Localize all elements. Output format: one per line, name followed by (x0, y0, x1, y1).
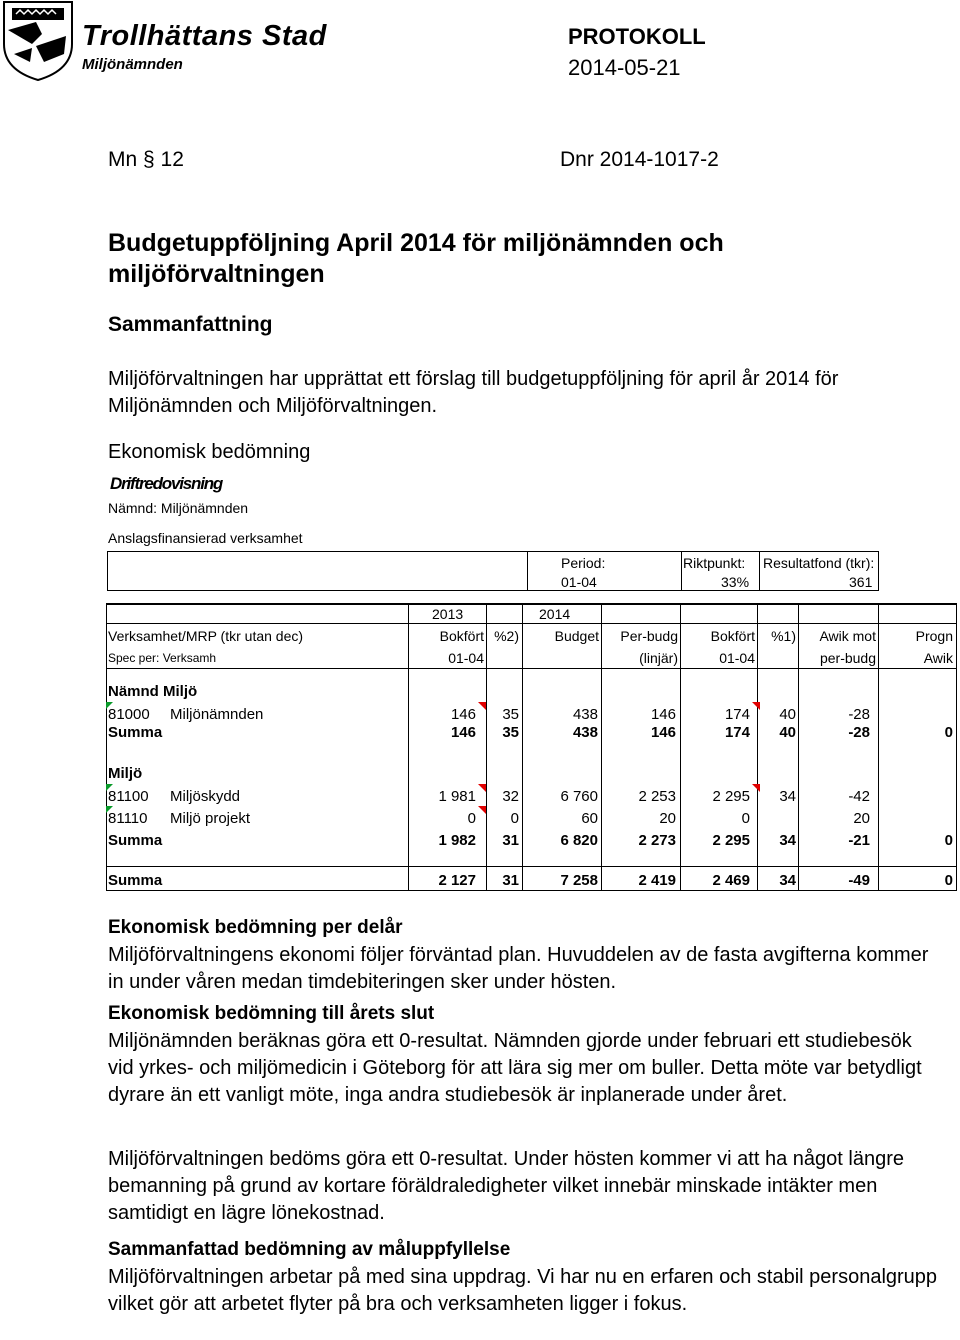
org-subtitle: Miljönämnden (82, 56, 183, 73)
riktpunkt-label: Riktpunkt: (683, 555, 746, 571)
row-value: 2 469 (712, 872, 750, 889)
row-value: 438 (572, 724, 598, 741)
group-heading: Nämnd Miljö (108, 683, 198, 700)
summary-heading: Sammanfattning (108, 313, 273, 336)
page-title: Budgetuppföljning April 2014 för miljönämnden och miljöförvaltningen (108, 229, 724, 288)
row-value: 174 (724, 724, 750, 741)
funding-label: Anslagsfinansierad verksamhet (108, 530, 303, 546)
row-value: 60 (581, 810, 598, 827)
row-value: -21 (848, 832, 870, 849)
row-value: -49 (848, 872, 870, 889)
row-value: 1 982 (438, 832, 476, 849)
table-rule (956, 603, 957, 890)
row-value: 31 (502, 872, 519, 889)
section-heading: Ekonomisk bedömning per delår (108, 917, 403, 938)
year-2014: 2014 (539, 606, 571, 622)
comment-marker-icon (752, 784, 760, 792)
row-value: 40 (779, 706, 796, 723)
row-code: 81110 (108, 810, 148, 827)
table-rule (106, 603, 107, 890)
error-marker-icon (106, 784, 113, 791)
diary-number: Dnr 2014-1017-2 (560, 148, 719, 171)
row-value: 34 (779, 788, 796, 805)
table-rule (106, 604, 957, 605)
error-marker-icon (106, 702, 113, 709)
section-paragraph: Miljöförvaltningen arbetar på med sina uppdrag. Vi har nu en erfaren och stabil personalgrupp vilket gör att arbetet flyter på bra och verksamheten ligger i fokus. (108, 1266, 938, 1315)
comment-marker-icon (478, 702, 486, 710)
row-value: 174 (724, 706, 750, 723)
row-value: 6 820 (560, 832, 598, 849)
row-value: 0 (510, 810, 519, 827)
row-value: 32 (502, 788, 519, 805)
table-rule (486, 603, 487, 890)
row-value: 2 127 (438, 872, 476, 889)
row-value: 0 (944, 832, 953, 849)
column-header: Bokfört (439, 628, 484, 644)
period-label: Period: (561, 555, 606, 571)
row-value: 7 258 (560, 872, 598, 889)
column-header: %1) (771, 628, 796, 644)
table-rule (106, 890, 957, 891)
row-value: 1 981 (438, 788, 476, 805)
resultatfond-value: 361 (849, 574, 873, 590)
table-rule (522, 603, 523, 890)
row-value: 0 (467, 810, 476, 827)
row-label: Summa (108, 832, 163, 849)
table-rule (878, 603, 879, 890)
comment-marker-icon (752, 702, 760, 710)
row-value: 2 253 (638, 788, 676, 805)
row-value: -42 (848, 788, 870, 805)
column-subheader: 01-04 (448, 650, 484, 666)
section-heading: Ekonomisk bedömning till årets slut (108, 1003, 435, 1024)
row-value: -28 (848, 724, 870, 741)
row-value: 146 (650, 724, 676, 741)
row-value: 34 (779, 832, 796, 849)
row-label: Miljö projekt (170, 810, 251, 827)
column-subheader: (linjär) (639, 650, 678, 666)
table-rule (106, 668, 957, 669)
column-header: %2) (494, 628, 519, 644)
row-value: 20 (659, 810, 676, 827)
section-paragraph: Miljönämnden beräknas göra ett 0-resultat. Nämnden gjorde under februari ett studiebesök vid yrkes- och miljömedicin i Göteborg för att lära sig mer om buller. Detta möte var betydligt dyrare än ett vanligt möte, inga andra studiebesök är inplanerade under året. (108, 1030, 922, 1106)
comment-marker-icon (478, 784, 486, 792)
summary-text: Miljöförvaltningen har upprättat ett förslag till budgetuppföljning för april år 2014 för Miljönämnden och Miljöförvaltningen. (108, 368, 839, 417)
error-marker-icon (106, 806, 113, 813)
resultatfond-label: Resultatfond (tkr): (763, 555, 875, 571)
economy-heading: Ekonomisk bedömning (108, 441, 311, 463)
row-value: 438 (572, 706, 598, 723)
row-code: 81000 (108, 706, 150, 723)
row-value: 34 (779, 872, 796, 889)
section-heading: Sammanfattad bedömning av måluppfyllelse (108, 1239, 511, 1260)
column-header: Verksamhet/MRP (tkr utan dec) (108, 628, 304, 644)
row-value: 31 (502, 832, 519, 849)
table-rule (798, 603, 799, 890)
row-value: 35 (502, 706, 519, 723)
row-label: Summa (108, 872, 163, 889)
column-subheader: Spec per: Verksamh (108, 651, 217, 665)
column-subheader: Awik (923, 650, 953, 666)
row-label: Miljöskydd (170, 788, 241, 805)
column-header: Bokfört (710, 628, 755, 644)
org-name: Trollhättans Stad (82, 20, 327, 52)
row-value: 2 273 (638, 832, 676, 849)
column-subheader: per-budg (819, 650, 876, 666)
row-value: 35 (502, 724, 519, 741)
table-rule (601, 603, 602, 890)
section-paragraph: Miljöförvaltningen bedöms göra ett 0-resultat. Under hösten kommer vi att ha något längre bemanning på grund av kortare föräldraledigheter vilket innebär minskade intäkter men samtidigt en lägre lönekostnad. (108, 1148, 904, 1224)
comment-marker-icon (478, 806, 486, 814)
row-value: 0 (741, 810, 750, 827)
paragraph-number: Mn § 12 (108, 148, 184, 171)
section-paragraph: Miljöförvaltningens ekonomi följer förväntad plan. Huvuddelen av de fasta avgifterna kommer in under våren medan timdebiteringen sker under hösten. (108, 944, 929, 993)
table-rule (408, 603, 409, 890)
riktpunkt-value: 33% (721, 574, 750, 590)
table-rule (106, 866, 957, 867)
row-label: Summa (108, 724, 163, 741)
table-rule (680, 603, 681, 890)
row-value: 20 (853, 810, 870, 827)
row-value: 6 760 (560, 788, 598, 805)
row-value: 2 295 (712, 788, 750, 805)
report-title: Driftredovisning (110, 474, 223, 493)
column-header: Per-budg (620, 628, 678, 644)
committee-label: Nämnd: Miljönämnden (108, 500, 249, 516)
period-value: 01-04 (561, 574, 597, 590)
row-value: 146 (450, 724, 476, 741)
doc-date: 2014-05-21 (568, 55, 681, 80)
column-header: Progn (915, 628, 953, 644)
table-rule (106, 623, 957, 624)
row-value: 0 (944, 724, 953, 741)
table-rule (757, 603, 758, 890)
column-header: Budget (554, 628, 599, 644)
column-header: Awik mot (819, 628, 876, 644)
year-2013: 2013 (432, 606, 464, 622)
column-subheader: 01-04 (719, 650, 755, 666)
row-label: Miljönämnden (170, 706, 264, 723)
doc-type: PROTOKOLL (568, 24, 706, 49)
row-value: 0 (944, 872, 953, 889)
row-value: 146 (650, 706, 676, 723)
row-value: 146 (450, 706, 476, 723)
row-value: -28 (848, 706, 870, 723)
row-value: 2 295 (712, 832, 750, 849)
group-heading: Miljö (108, 765, 143, 782)
row-code: 81100 (108, 788, 149, 805)
row-value: 40 (779, 724, 796, 741)
row-value: 2 419 (638, 872, 676, 889)
